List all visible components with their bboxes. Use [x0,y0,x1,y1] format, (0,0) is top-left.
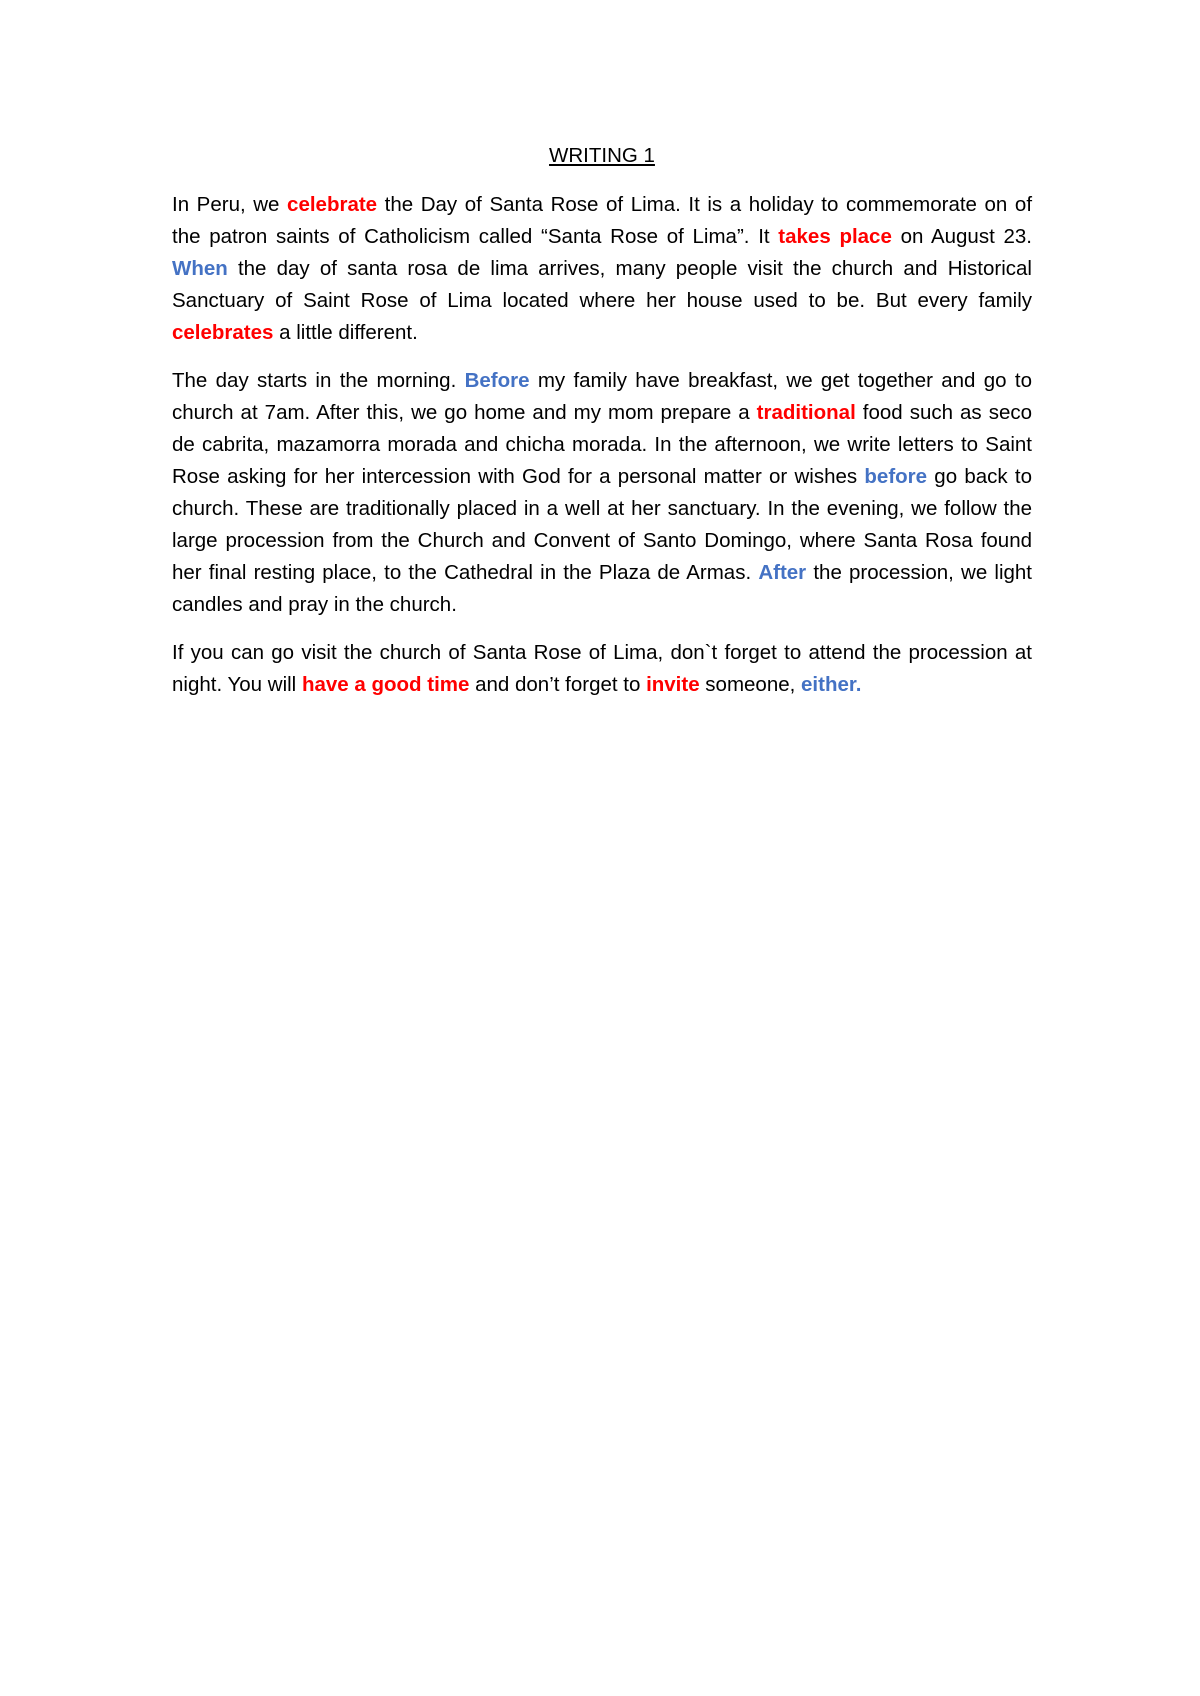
text-segment: on August 23. [891,225,1032,248]
paragraph-1 [172,189,1032,349]
highlight-blue: Before [464,369,530,392]
text-segment: go back to church. These are traditionally placed in a well at her sanctuary. In the evening, we follow the large procession from the Church and Convent of Santo Domingo, where Santa Rosa found her final resting place, to the Cathedral in the Plaza de Armas. [172,465,1032,584]
paragraph-2 [172,365,1032,621]
text-segment: someone, [699,673,802,696]
text-segment: the day of santa rosa de lima arrives, many people visit the church and Historical Sanctuary of Saint Rose of Lima located where her house used to be. But every family [172,257,1032,312]
text-segment: my family have breakfast, we get together and go to church at 7am. After this, we go home and my mom prepare a [172,369,1032,424]
text-segment: the Day of Santa Rose of Lima. It is a holiday to commemorate on of the patron saints of Catholicism called “Santa Rose of Lima”. It [172,193,1033,248]
text-segment: The day starts in the morning. [172,369,465,392]
text-segment: a little different. [273,321,418,344]
highlight-red: celebrates [172,321,274,344]
highlight-blue: When [172,257,228,280]
highlight-blue: After [758,561,807,584]
text-segment: In Peru, we [172,193,288,216]
text-segment: If you can go visit the church of Santa Rose of Lima, don`t forget to attend the procession at night. You will [172,641,1032,696]
highlight-blue: either. [801,673,862,696]
highlight-red: takes place [778,225,892,248]
text-segment: and don’t forget to [469,673,647,696]
highlight-blue: before [864,465,928,488]
highlight-red: celebrate [287,193,378,216]
highlight-red: have a good time [301,673,470,696]
highlight-red: invite [646,673,700,696]
highlight-red: traditional [756,401,856,424]
text-segment: the procession, we light candles and pray in the church. [172,561,1032,616]
document-title: WRITING 1 [549,144,655,167]
text-segment: food such as seco de cabrita, mazamorra morada and chicha morada. In the afternoon, we write letters to Saint Rose asking for her intercession with God for a personal matter or wishes [172,401,1033,488]
paragraph-3 [172,637,1032,701]
document-body [172,140,1032,717]
